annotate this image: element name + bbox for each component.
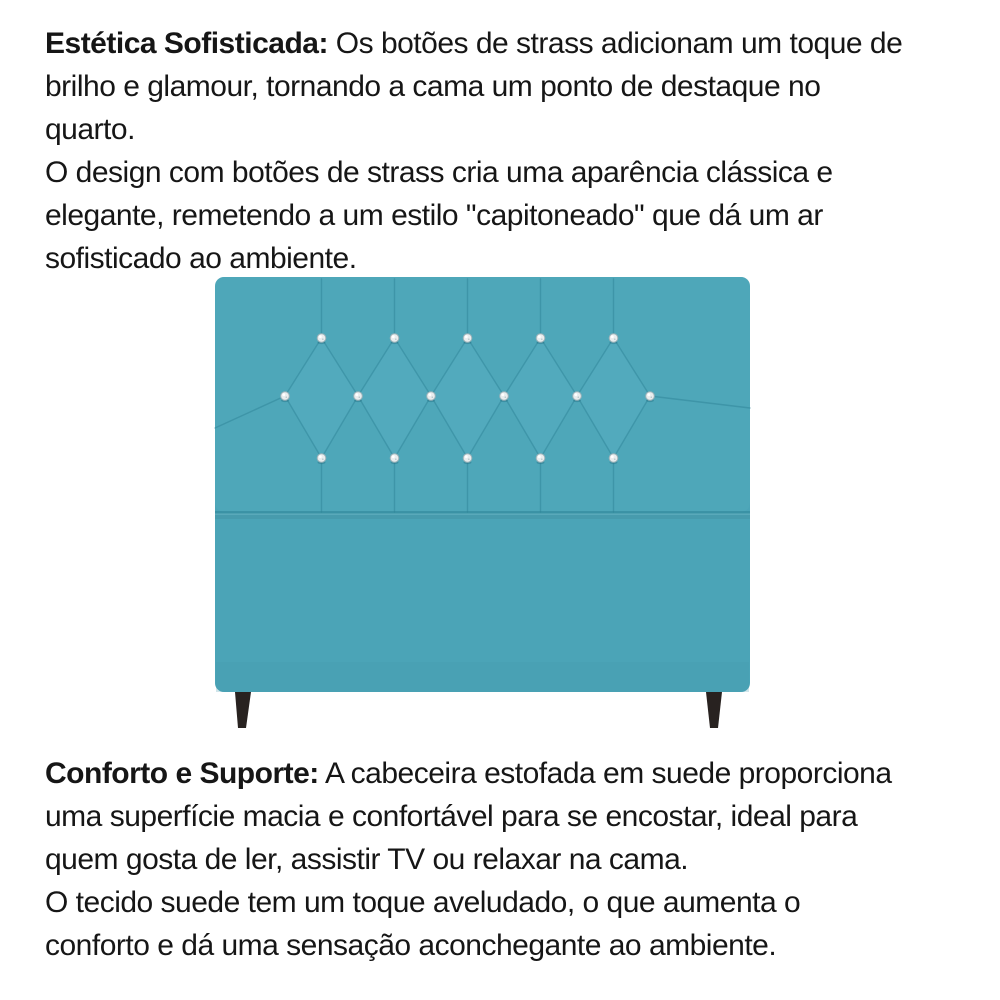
crystal-button-icon [646, 392, 655, 402]
text-line: quem gosta de ler, assistir TV ou relaxar na cama. [45, 843, 689, 876]
crystal-button-icon [463, 454, 472, 464]
product-image-headboard [190, 262, 770, 742]
crystal-button-icon [281, 392, 290, 402]
feature-heading: Estética Sofisticada: [45, 27, 328, 60]
horizontal-seam [215, 512, 750, 519]
crystal-button-icon [317, 454, 326, 464]
crystal-button-icon [609, 454, 618, 464]
text-line: Estética Sofisticada: Os botões de strass adicionam um toque de [45, 27, 903, 60]
text-line: brilho e glamour, tornando a cama um ponto de destaque no [45, 70, 821, 103]
feature-paragraph-conforto [45, 752, 892, 967]
headboard-leg [235, 692, 251, 728]
crystal-button-icon [536, 334, 545, 344]
text-line: elegante, remetendo a um estilo "capitoneado" que dá um ar [45, 199, 823, 232]
crystal-button-icon [500, 392, 509, 402]
crystal-button-icon [390, 334, 399, 344]
text-line: Conforto e Suporte: A cabeceira estofada em suede proporciona [45, 757, 892, 790]
feature-paragraph-estetica [45, 22, 902, 280]
text-line: conforto e dá uma sensação aconchegante ao ambiente. [45, 929, 777, 962]
text-line: sofisticado ao ambiente. [45, 242, 357, 275]
text-line: quarto. [45, 113, 135, 146]
crystal-button-icon [427, 392, 436, 402]
headboard-body [215, 277, 750, 692]
text-line: O tecido suede tem um toque aveludado, o que aumenta o [45, 886, 801, 919]
crystal-button-icon [609, 334, 618, 344]
headboard-legs [235, 692, 722, 728]
crystal-button-icon [317, 334, 326, 344]
feature-heading: Conforto e Suporte: [45, 757, 319, 790]
text-line: O design com botões de strass cria uma aparência clássica e [45, 156, 833, 189]
headboard-leg [706, 692, 722, 728]
crystal-button-icon [463, 334, 472, 344]
crystal-button-icon [390, 454, 399, 464]
crystal-button-icon [536, 454, 545, 464]
crystal-button-icon [573, 392, 582, 402]
text-line: uma superfície macia e confortável para se encostar, ideal para [45, 800, 858, 833]
crystal-button-icon [354, 392, 363, 402]
